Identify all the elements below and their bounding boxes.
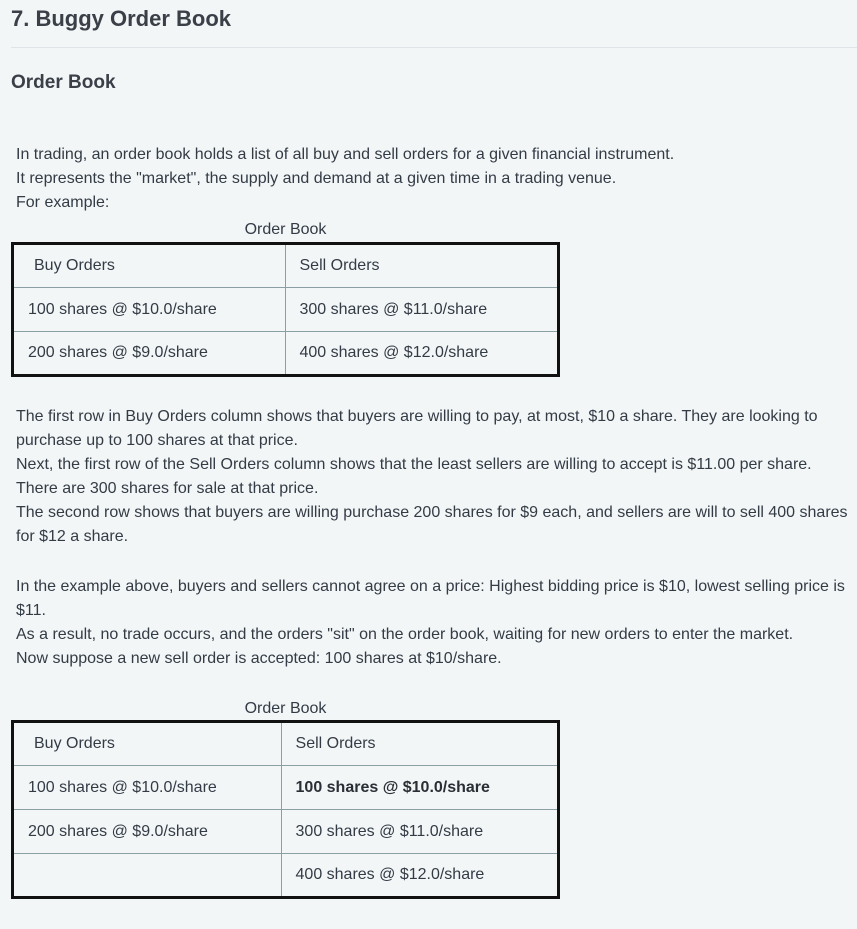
intro-line: In trading, an order book holds a list of all buy and sell orders for a given financial instrument.: [16, 146, 675, 163]
buy-order-cell: 100 shares @ $10.0/share: [13, 766, 282, 810]
sell-orders-header: Sell Orders: [285, 244, 559, 288]
buy-order-cell: 200 shares @ $9.0/share: [13, 332, 286, 376]
example-paragraph: Now suppose a new sell order is accepted: 100 shares at $10/share.: [16, 650, 502, 667]
sell-orders-header: Sell Orders: [281, 722, 558, 766]
buy-order-cell: 100 shares @ $10.0/share: [13, 288, 286, 332]
intro-line: It represents the "market", the supply and demand at a given time in a trading venue.: [16, 170, 617, 187]
example-paragraph: As a result, no trade occurs, and the orders "sit" on the order book, waiting for new orders to enter the market.: [16, 626, 794, 643]
table2-caption: Order Book: [244, 700, 327, 717]
new-sell-order-cell: 100 shares @ $10.0/share: [281, 766, 558, 810]
example-text: [16, 575, 852, 671]
table-row: [13, 854, 559, 898]
sell-order-cell: 400 shares @ $12.0/share: [285, 332, 559, 376]
title-divider: [11, 47, 857, 48]
buy-order-cell: 200 shares @ $9.0/share: [13, 810, 282, 854]
explanation-paragraph: Next, the first row of the Sell Orders column shows that the least sellers are willing to accept is $11.00 per share. There are 300 shares for sale at that price.: [16, 456, 812, 497]
explanation-text: [16, 405, 852, 549]
buy-orders-header: Buy Orders: [13, 722, 282, 766]
order-book-table-1: [11, 242, 560, 377]
buy-order-cell: [13, 854, 282, 898]
sell-order-cell: 300 shares @ $11.0/share: [281, 810, 558, 854]
table-row: [13, 766, 559, 810]
intro-text: [16, 143, 852, 215]
table-row: [13, 332, 559, 376]
page-title: 7. Buggy Order Book: [11, 6, 232, 31]
table1-caption: Order Book: [244, 221, 327, 238]
explanation-paragraph: The second row shows that buyers are willing purchase 200 shares for $9 each, and sellers are will to sell 400 shares for $12 a share.: [16, 504, 848, 545]
table-row: [13, 288, 559, 332]
table-header-row: [13, 722, 559, 766]
sell-order-cell: 400 shares @ $12.0/share: [281, 854, 558, 898]
table-header-row: [13, 244, 559, 288]
example-paragraph: In the example above, buyers and sellers cannot agree on a price: Highest bidding price is $10, lowest selling price is $11.: [16, 578, 845, 619]
sell-order-cell: 300 shares @ $11.0/share: [285, 288, 559, 332]
section-title: Order Book: [11, 72, 116, 93]
order-book-table-2: [11, 720, 560, 899]
explanation-paragraph: The first row in Buy Orders column shows that buyers are willing to pay, at most, $10 a share. They are looking to purchase up to 100 shares at that price.: [16, 408, 818, 449]
table-row: [13, 810, 559, 854]
intro-line: For example:: [16, 194, 110, 211]
buy-orders-header: Buy Orders: [13, 244, 286, 288]
